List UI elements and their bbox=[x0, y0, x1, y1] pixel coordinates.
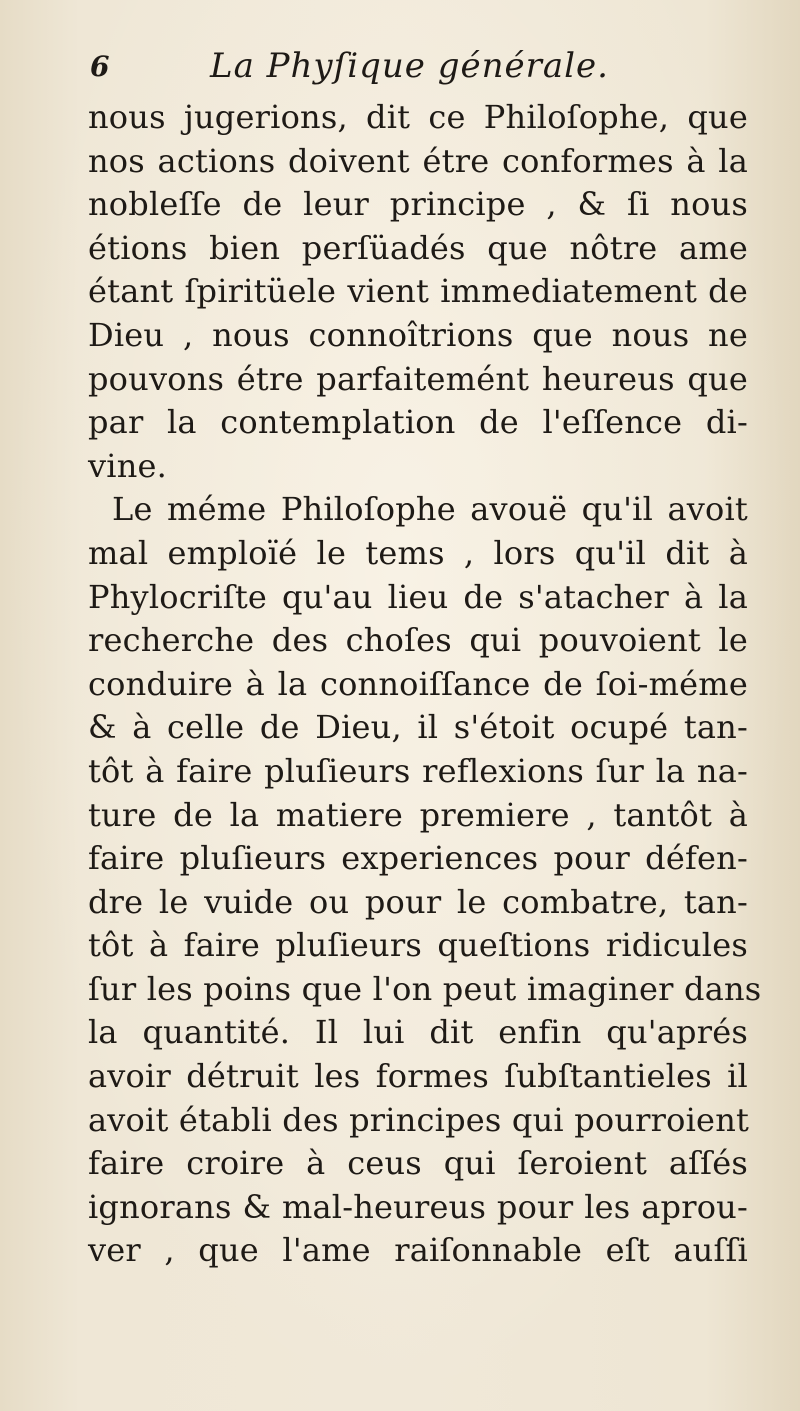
text-line: pouvons étre parfaitemént heureus que bbox=[88, 359, 748, 398]
text-line: par la contemplation de l'eſſence di- bbox=[88, 403, 748, 442]
text-line: & à celle de Dieu, il s'étoit ocupé tan- bbox=[88, 708, 748, 747]
text-line: recherche des choſes qui pouvoient le bbox=[88, 621, 748, 660]
text-line: nos actions doivent étre conformes à la bbox=[88, 141, 748, 180]
text-line: étions bien perſüadés que nôtre ame bbox=[88, 228, 748, 267]
body-text bbox=[88, 96, 762, 1273]
text-line: étant ſpiritüele vient immediatement de bbox=[88, 272, 748, 311]
text-line: vine. bbox=[88, 446, 168, 485]
text-line: faire croire à ceus qui ſeroient aſſés bbox=[88, 1144, 748, 1183]
text-line: avoit établi des principes qui pourroient bbox=[88, 1100, 750, 1139]
text-line: Phylocriſte qu'au lieu de s'atacher à la bbox=[88, 577, 748, 616]
text-line: ture de la matiere premiere , tantôt à bbox=[88, 795, 748, 834]
text-line: dre le vuide ou pour le combatre, tan- bbox=[88, 882, 748, 921]
text-line: mal emploïé le tems , lors qu'il dit à bbox=[88, 533, 748, 572]
text-line: tôt à faire pluſieurs reflexions ſur la na- bbox=[88, 751, 748, 790]
text-line: faire pluſieurs experiences pour défen- bbox=[88, 839, 748, 878]
running-title: La Phyſique générale. bbox=[210, 46, 609, 86]
text-line: nous jugerions, dit ce Philoſophe, que bbox=[88, 98, 748, 136]
text-line: conduire à la connoiſſance de ſoi-méme bbox=[88, 664, 748, 703]
text-line: avoir détruit les formes ſubſtantieles il bbox=[88, 1057, 748, 1096]
text-line: Dieu , nous connoîtrions que nous ne bbox=[88, 315, 748, 354]
text-line: nobleſſe de leur principe , & ſi nous bbox=[88, 185, 748, 224]
text-line: ignorans & mal-heureus pour les aprou- bbox=[88, 1187, 748, 1226]
text-line: la quantité. Il lui dit enfin qu'aprés bbox=[88, 1013, 748, 1052]
text-line: Le méme Philoſophe avouë qu'il avoit bbox=[112, 490, 748, 529]
running-head bbox=[90, 46, 740, 90]
page-number: 6 bbox=[90, 50, 110, 83]
text-line: ver , que l'ame raiſonnable eſt auſſi bbox=[88, 1231, 748, 1270]
text-line: tôt à faire pluſieurs queſtions ridicules bbox=[88, 926, 748, 965]
text-line: ſur les poins que l'on peut imaginer dans bbox=[88, 969, 762, 1008]
